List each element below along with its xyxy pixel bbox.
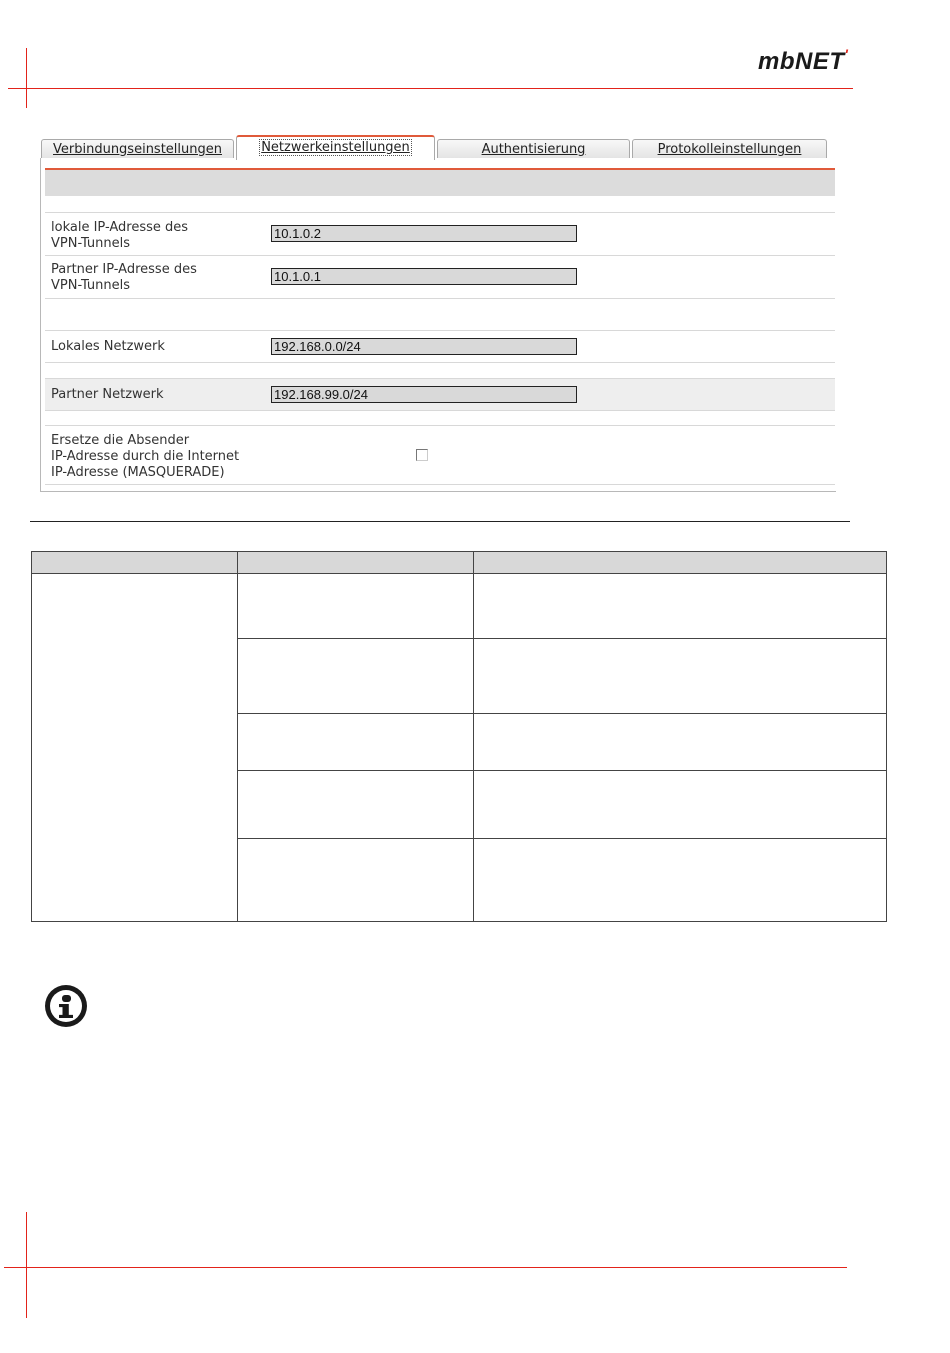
header-horizontal-rule [8, 88, 853, 89]
table-header-cell [32, 552, 238, 574]
table-cell [238, 771, 474, 839]
parameter-table [31, 551, 887, 922]
table-cell [32, 574, 238, 922]
local-tunnel-ip-label: lokale IP-Adresse des VPN-Tunnels [51, 220, 189, 251]
partner-tunnel-ip-input[interactable]: 10.1.0.1 [271, 268, 577, 285]
footer-vertical-rule [26, 1212, 27, 1318]
tab-netzwerkeinstellungen[interactable]: Netzwerkeinstellungen [236, 135, 435, 160]
partner-network-row [45, 378, 835, 411]
mbnet-logo: mbNET' [758, 46, 849, 75]
table-cell [238, 839, 474, 922]
table-header-cell [238, 552, 474, 574]
local-network-row [45, 330, 835, 363]
info-icon [45, 985, 87, 1027]
local-network-input[interactable]: 192.168.0.0/24 [271, 338, 577, 355]
partner-tunnel-ip-row [45, 255, 835, 299]
masquerade-row [45, 425, 835, 485]
table-cell [238, 714, 474, 771]
partner-tunnel-ip-label: Partner IP-Adresse des VPN-Tunnels [51, 262, 197, 293]
tab-protokolleinstellungen[interactable]: Protokolleinstellungen [632, 139, 827, 158]
table-cell [474, 574, 887, 639]
masquerade-label: Ersetze die Absender IP-Adresse durch die Internet IP-Adresse (MASQUERADE) [51, 433, 240, 480]
local-tunnel-ip-input[interactable]: 10.1.0.2 [271, 225, 577, 242]
masquerade-checkbox[interactable] [416, 449, 428, 461]
local-network-label: Lokales Netzwerk [51, 339, 165, 354]
table-cell [474, 714, 887, 771]
table-cell [474, 639, 887, 714]
table-cell [474, 839, 887, 922]
footer-horizontal-rule [4, 1267, 847, 1268]
table-cell [238, 639, 474, 714]
panel-header-bar [45, 170, 835, 196]
table-cell [238, 574, 474, 639]
tab-authentisierung[interactable]: Authentisierung [437, 139, 630, 158]
table-header-cell [474, 552, 887, 574]
table-cell [474, 771, 887, 839]
partner-network-label: Partner Netzwerk [51, 387, 164, 402]
tab-verbindungseinstellungen[interactable]: Verbindungseinstellungen [41, 139, 234, 158]
section-divider [30, 521, 850, 522]
partner-network-input[interactable]: 192.168.99.0/24 [271, 386, 577, 403]
header-vertical-rule [26, 48, 27, 108]
local-tunnel-ip-row [45, 212, 835, 256]
